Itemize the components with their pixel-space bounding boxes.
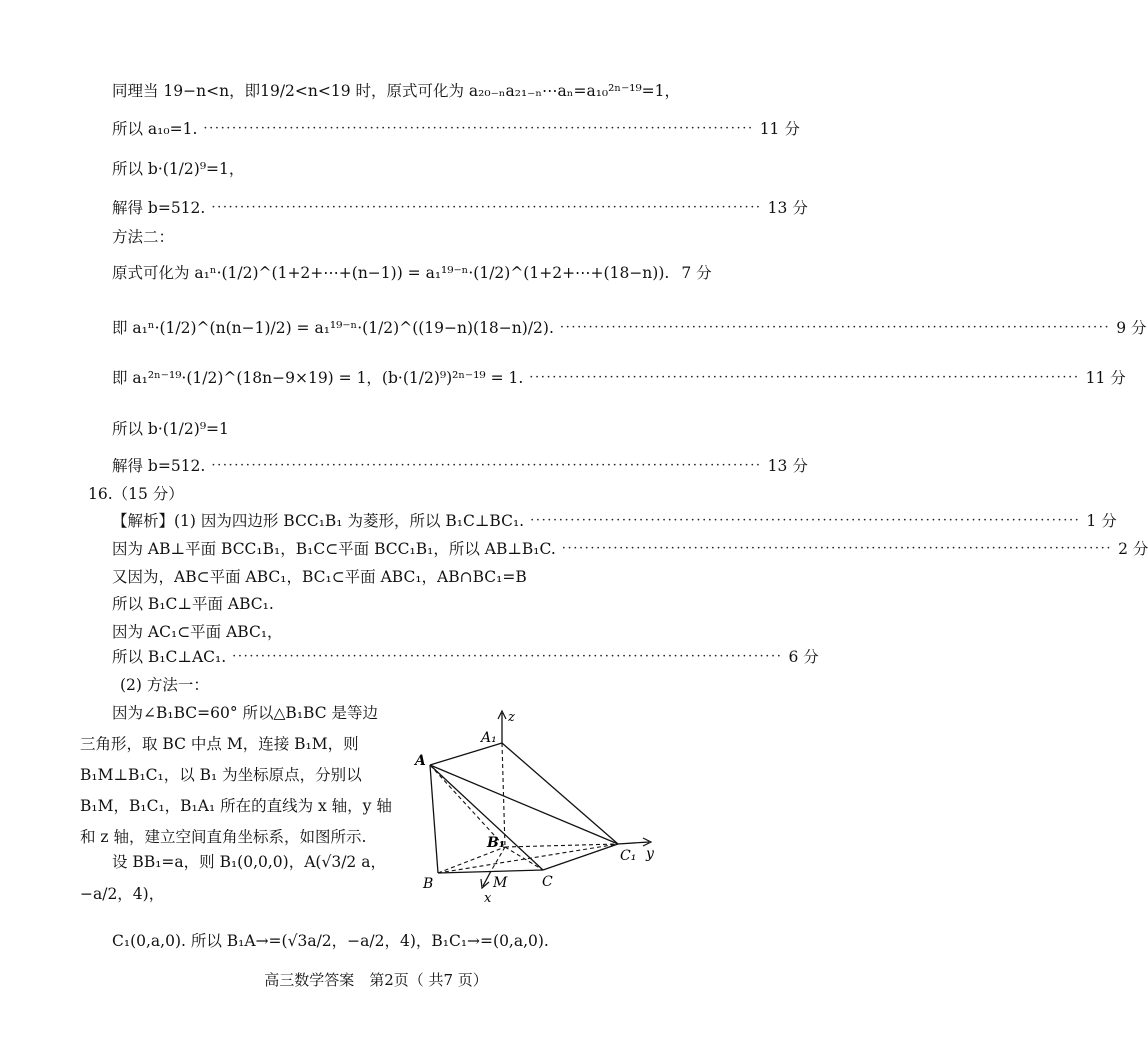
text-line bbox=[112, 418, 684, 440]
line-text: 解得 b=512. bbox=[112, 199, 206, 217]
scored-line bbox=[112, 262, 712, 284]
edge-CC1 bbox=[543, 844, 618, 870]
problem-heading: 16.（15 分） bbox=[88, 485, 184, 503]
line-text: 所以 b·(1/2)⁹=1 bbox=[112, 420, 229, 438]
edge-B1C-dashed bbox=[505, 847, 543, 870]
leader-dots: ································································································ bbox=[211, 458, 762, 473]
edge-BC1-dashed bbox=[438, 844, 618, 873]
text-line bbox=[112, 226, 684, 248]
scored-line bbox=[112, 197, 808, 219]
scored-line bbox=[112, 317, 1147, 339]
scored-line bbox=[112, 455, 808, 477]
score-label: 11 分 bbox=[759, 120, 800, 138]
label-y: y bbox=[646, 846, 654, 862]
label-x: x bbox=[484, 891, 492, 906]
label-C1: C₁ bbox=[620, 848, 637, 864]
text-line bbox=[112, 566, 684, 588]
text-line bbox=[120, 674, 684, 696]
edge-AC1 bbox=[430, 765, 618, 844]
scored-line bbox=[112, 367, 1126, 389]
scored-line bbox=[112, 510, 1117, 532]
edge-AA1 bbox=[430, 743, 502, 765]
score-label: 11 分 bbox=[1085, 369, 1126, 387]
line-text: 原式可化为 a₁ⁿ·(1/2)^(1+2+⋯+(n−1)) = a₁¹⁹⁻ⁿ·(1/2)^(1+2+⋯+(18−n)). bbox=[112, 264, 670, 282]
leader-dots: ································································································ bbox=[559, 320, 1111, 335]
text-line bbox=[112, 621, 684, 643]
score-label: 9 分 bbox=[1116, 319, 1147, 337]
label-A: A bbox=[415, 753, 426, 769]
line-text: 解得 b=512. bbox=[112, 457, 206, 475]
label-z: z bbox=[508, 710, 515, 725]
line-text: 又因为，AB⊂平面 ABC₁，BC₁⊂平面 ABC₁，AB∩BC₁=B bbox=[112, 568, 527, 586]
label-M: M bbox=[493, 875, 508, 891]
line-text: 因为 AC₁⊂平面 ABC₁， bbox=[112, 623, 283, 641]
label-B: B bbox=[423, 876, 434, 892]
line-text: 方法二： bbox=[112, 228, 175, 246]
line-text: 因为 AB⊥平面 BCC₁B₁，B₁C⊂平面 BCC₁B₁，所以 AB⊥B₁C. bbox=[112, 540, 556, 558]
line-text: 即 a₁ⁿ·(1/2)^(n(n−1)/2) = a₁¹⁹⁻ⁿ·(1/2)^((19−n)(18−n)/2). bbox=[112, 319, 554, 337]
scored-line bbox=[112, 646, 819, 668]
scored-line bbox=[112, 118, 800, 140]
line-text: 所以 B₁C⊥平面 ABC₁. bbox=[112, 595, 274, 613]
leader-dots: ································································································ bbox=[529, 370, 1080, 385]
line-text: C₁(0,a,0). 所以 B₁A→=(√3a/2，−a/2，4)，B₁C₁→=(0,a,0). bbox=[112, 932, 549, 950]
scored-line bbox=[112, 538, 1148, 560]
text-line bbox=[112, 80, 684, 102]
text-line bbox=[112, 158, 684, 180]
leader-dots: ································································································ bbox=[211, 200, 762, 215]
leader-dots: ································································································ bbox=[232, 649, 783, 664]
line-text: 【解析】(1) 因为四边形 BCC₁B₁ 为菱形，所以 B₁C⊥BC₁. bbox=[112, 512, 525, 530]
line-text: 所以 b·(1/2)⁹=1， bbox=[112, 160, 245, 178]
label-C: C bbox=[542, 874, 553, 890]
method-paragraph: 因为∠B₁BC=60° 所以△B₁BC 是等边三角形，取 BC 中点 M，连接 B₁M，则 B₁M⊥B₁C₁，以 B₁ 为坐标原点，分别以 B₁M，B₁C₁，B₁A₁ 所在的直线为 x 轴，y 轴和 z 轴，建立空间直角坐标系，如图所示. bbox=[80, 704, 392, 846]
line-text: 所以 a₁₀=1. bbox=[112, 120, 198, 138]
score-label: 13 分 bbox=[767, 457, 808, 475]
score-label: 2 分 bbox=[1118, 540, 1148, 558]
y-axis bbox=[618, 842, 649, 844]
leader-dots: ································································································ bbox=[530, 513, 1081, 528]
label-B1: B₁ bbox=[487, 835, 505, 851]
setup-paragraph: 设 BB₁=a，则 B₁(0,0,0)，A(√3/2 a，−a/2，4)， bbox=[80, 853, 386, 903]
line-text: 同理当 19−n<n，即19/2<n<19 时，原式可化为 a₂₀₋ₙa₂₁₋ₙ⋯aₙ=a₁₀²ⁿ⁻¹⁹=1， bbox=[112, 82, 681, 100]
edge-A1C1 bbox=[502, 743, 618, 844]
leader-dots: ································································································ bbox=[561, 541, 1113, 556]
line-text: (2) 方法一： bbox=[120, 676, 209, 694]
score-label: 7 分 bbox=[681, 264, 712, 282]
edge-B1C1-dashed bbox=[505, 844, 618, 847]
text-line bbox=[112, 930, 684, 952]
line-text: 所以 B₁C⊥AC₁. bbox=[112, 648, 227, 666]
label-A1: A₁ bbox=[481, 730, 497, 746]
geometry-figure bbox=[405, 705, 685, 910]
page-footer: 高三数学答案 第2页（ 共7 页） bbox=[264, 971, 488, 989]
score-label: 1 分 bbox=[1086, 512, 1117, 530]
text-line bbox=[112, 593, 684, 615]
score-label: 13 分 bbox=[767, 199, 808, 217]
leader-dots: ································································································ bbox=[203, 121, 754, 136]
edge-AB bbox=[430, 765, 438, 873]
score-label: 6 分 bbox=[788, 648, 819, 666]
line-text: 即 a₁²ⁿ⁻¹⁹·(1/2)^(18n−9×19) = 1，(b·(1/2)⁹)²ⁿ⁻¹⁹ = 1. bbox=[112, 369, 524, 387]
